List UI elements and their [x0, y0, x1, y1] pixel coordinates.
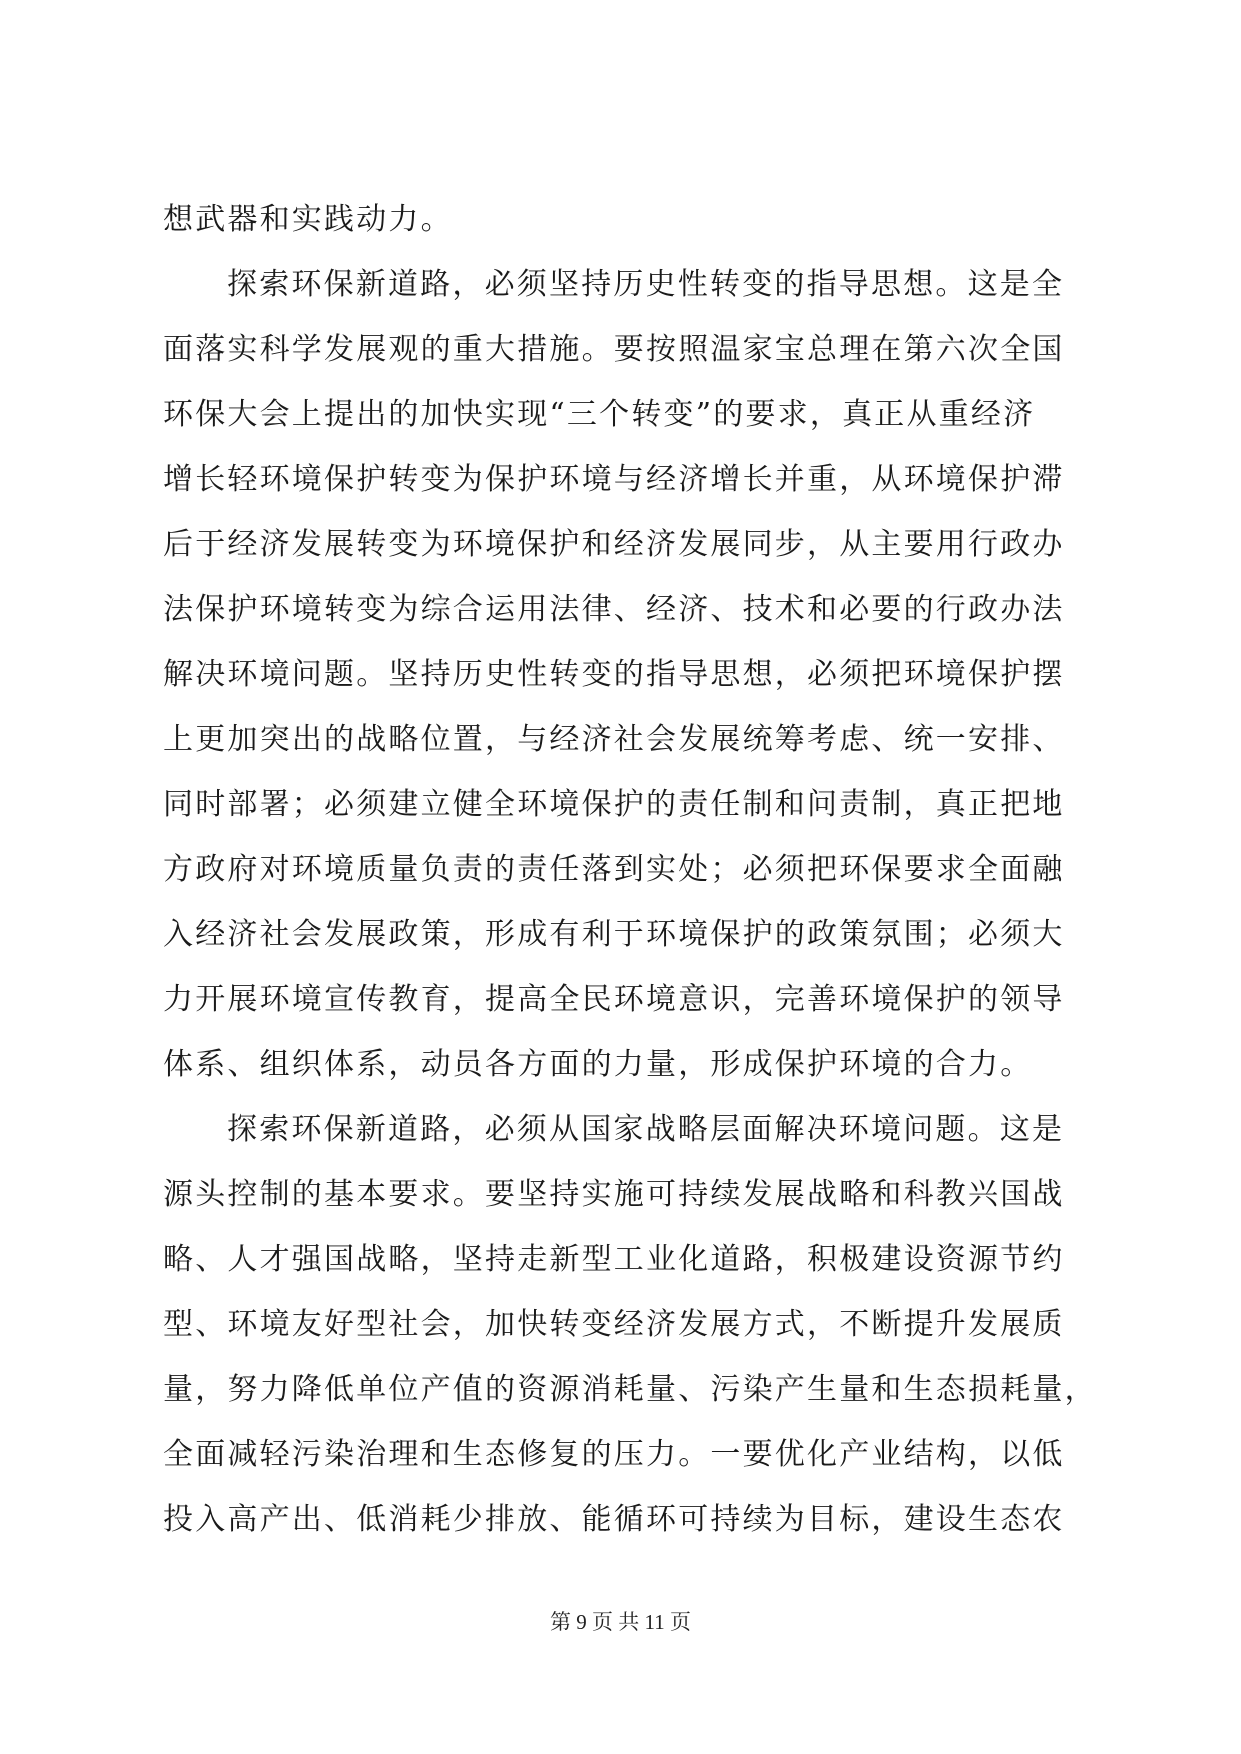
text-line: 源头控制的基本要求。要坚持实施可持续发展战略和科教兴国战: [163, 1177, 1065, 1212]
text-line: 投入高产出、低消耗少排放、能循环可持续为目标，建设生态农: [163, 1502, 1065, 1537]
page-number-footer: 第 9 页 共 11 页: [550, 1610, 691, 1634]
text-line: 面落实科学发展观的重大措施。要按照温家宝总理在第六次全国: [163, 332, 1065, 367]
text-line: 增长轻环境保护转变为保护环境与经济增长并重，从环境保护滞: [163, 462, 1065, 497]
text-line: 上更加突出的战略位置，与经济社会发展统筹考虑、统一安排、: [163, 722, 1065, 757]
text-line: 型、环境友好型社会，加快转变经济发展方式，不断提升发展质: [163, 1307, 1065, 1342]
text-line: 环保大会上提出的加快实现“三个转变”的要求，真正从重经济: [163, 397, 1036, 432]
text-line: 体系、组织体系，动员各方面的力量，形成保护环境的合力。: [163, 1047, 1033, 1082]
text-line: 全面减轻污染治理和生态修复的压力。一要优化产业结构，以低: [163, 1437, 1065, 1472]
text-line: 后于经济发展转变为环境保护和经济发展同步，从主要用行政办: [163, 527, 1065, 562]
text-line: 法保护环境转变为综合运用法律、经济、技术和必要的行政办法: [163, 592, 1065, 627]
text-line: 想武器和实践动力。: [163, 202, 453, 237]
text-line: 同时部署；必须建立健全环境保护的责任制和问责制，真正把地: [163, 787, 1065, 822]
text-line: 解决环境问题。坚持历史性转变的指导思想，必须把环境保护摆: [163, 657, 1065, 692]
text-line: 略、人才强国战略，坚持走新型工业化道路，积极建设资源节约: [163, 1242, 1065, 1277]
paragraph-first-line: 探索环保新道路，必须坚持历史性转变的指导思想。这是全: [227, 267, 1065, 302]
text-line: 力开展环境宣传教育，提高全民环境意识，完善环境保护的领导: [163, 982, 1065, 1017]
text-line: 量，努力降低单位产值的资源消耗量、污染产生量和生态损耗量，: [163, 1372, 1097, 1407]
text-line: 方政府对环境质量负责的责任落到实处；必须把环保要求全面融: [163, 852, 1065, 887]
paragraph-first-line: 探索环保新道路，必须从国家战略层面解决环境问题。这是: [227, 1112, 1065, 1147]
text-line: 入经济社会发展政策，形成有利于环境保护的政策氛围；必须大: [163, 917, 1065, 952]
